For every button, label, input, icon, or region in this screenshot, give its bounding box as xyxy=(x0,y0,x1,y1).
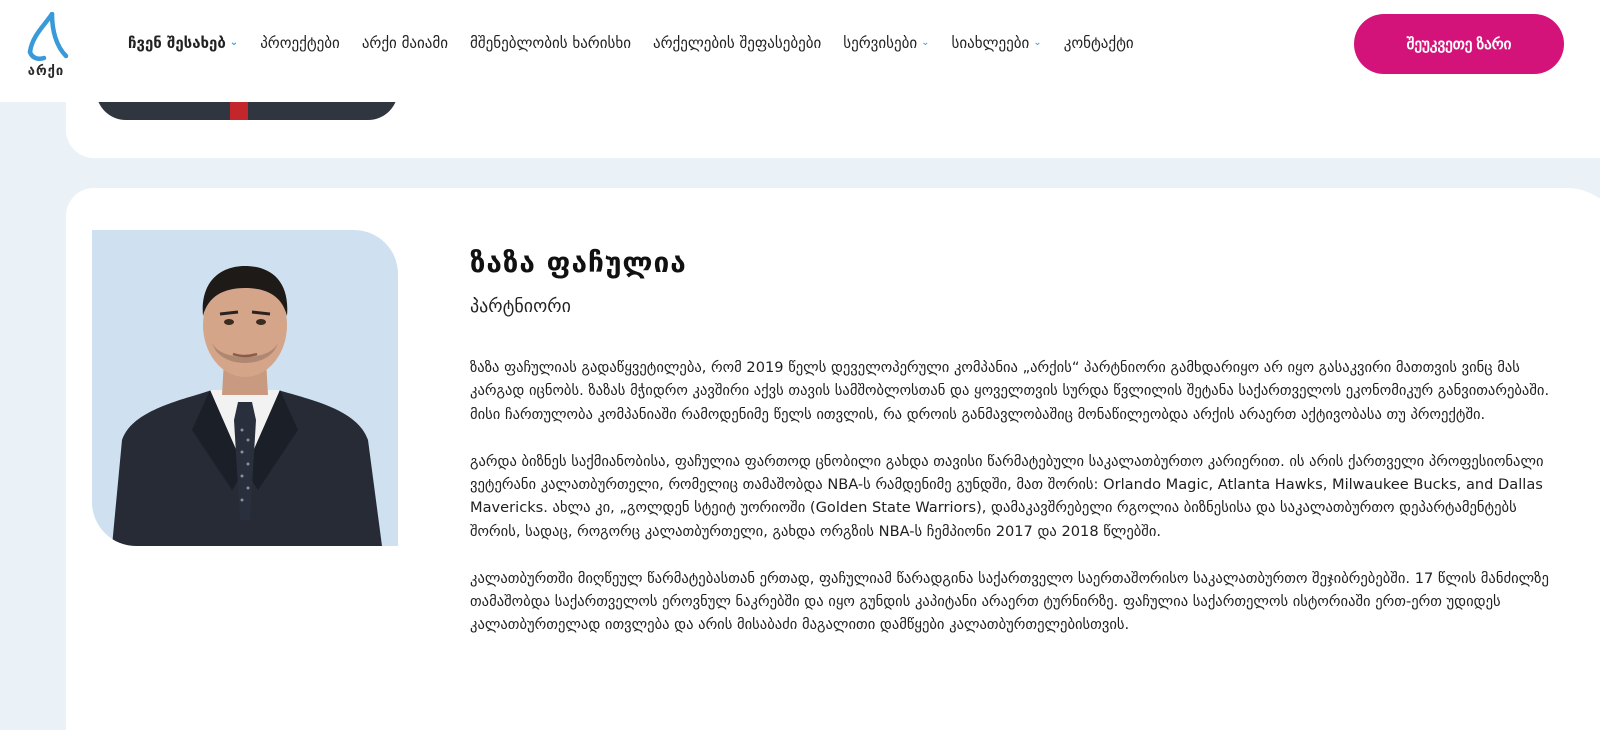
nav-item-news[interactable] xyxy=(952,34,1042,52)
bio-paragraph: კალათბურთში მიღწეულ წარმატებასთან ერთად, ფაჩულიამ წარადგინა საქართველო საერთაშორისო საკალათბურთო შეჯიბრებებში. 17 წლის მანძილზე თამაშობდა საქართველოს ეროვნულ ნაკრებში და იყო გუნდის კაპიტანი არაერთ ტურნირზე. ფაჩულია საქართელოს ისტორიაში ერთ-ერთ უდიდეს კალათბურთელად ითვლება და არის მისაბაძი მაგალითი დამწყები კალათბურთელებისთვის. xyxy=(470,569,1549,634)
nav-item-about[interactable] xyxy=(128,34,238,52)
nav-item-label: მშენებლობის ხარისხი xyxy=(470,34,631,52)
main-nav xyxy=(128,34,1156,52)
nav-item-reviews[interactable] xyxy=(653,34,821,52)
request-call-button[interactable]: შეუკვეთე ზარი xyxy=(1354,14,1564,74)
nav-item-projects[interactable] xyxy=(260,34,340,52)
nav-item-label: არქი მაიამი xyxy=(361,34,449,52)
chevron-down-icon: ⌄ xyxy=(921,36,930,48)
logo-text: არქი xyxy=(27,64,65,79)
nav-item-label: ჩვენ შესახებ xyxy=(128,34,226,52)
logo[interactable] xyxy=(20,12,72,80)
member-role: პარტნიორი xyxy=(470,296,571,317)
nav-item-archi-miami[interactable] xyxy=(362,34,448,52)
member-photo xyxy=(92,230,398,546)
logo-mark-icon xyxy=(22,12,70,62)
nav-item-services[interactable] xyxy=(843,34,929,52)
nav-item-label: პროექტები xyxy=(260,34,340,52)
portrait-illustration xyxy=(92,230,398,546)
bio-paragraph: გარდა ბიზნეს საქმიანობისა, ფაჩულია ფართოდ ცნობილი გახდა თავისი წარმატებული საკალათბურთო კარიერით. ის არის ქართველი პროფესიონალი ვეტერანი კალათბურთელი, რომელიც თამაშობდა NBA-ს რამდენიმე გუნდში, მათ შორის: Orlando Magic, Atlanta Hawks, Milwaukee Bucks, and Dallas Mavericks. ახლა კი, „გოლდენ სტეიტ უორიოში (Golden State Warriors), დამაკავშრებელი რგოლია ბიზნესისა და საკალათბურთო დეპარტამენტებს შორის, სადაც, როგორც კალათბურთელი, გახდა ორგზის NBA-ს ჩემპიონი 2017 და 2018 წლებში. xyxy=(470,452,1544,540)
nav-item-construction-quality[interactable] xyxy=(470,34,631,52)
chevron-down-icon: ⌄ xyxy=(229,36,239,48)
nav-item-label: სერვისები xyxy=(843,34,918,52)
member-name: ზაზა ფაჩულია xyxy=(470,246,687,279)
chevron-down-icon: ⌄ xyxy=(1033,36,1042,48)
nav-item-label: სიახლეები xyxy=(951,34,1030,52)
bio-paragraph: ზაზა ფაჩულიას გადაწყვეტილება, რომ 2019 წელს დეველოპერული კომპანია „არქის“ პარტნიორი გამხდარიყო არ იყო გასაკვირი მათთვის ვინც მას კარგად იცნობს. ზაზას მჭიდრო კავშირი აქვს თავის სამშობლოსთან და ყოველთვის სურდა წვლილის შეტანა საქართველოს ეკონომიკურ განვითარებაში. მისი ჩართულობა კომპანიაში რამოდენიმე წელს ითვლის, რა დროის განმავლობაშიც მონაწილეობდა არქის არაერთ აქტივობასა თუ პროექტში. xyxy=(470,359,1550,423)
nav-item-contact[interactable] xyxy=(1064,34,1134,52)
nav-item-label: არქელების შეფასებები xyxy=(652,34,822,52)
site-header xyxy=(0,0,1600,102)
member-bio xyxy=(470,356,1560,660)
nav-item-label: კონტაქტი xyxy=(1063,34,1134,52)
